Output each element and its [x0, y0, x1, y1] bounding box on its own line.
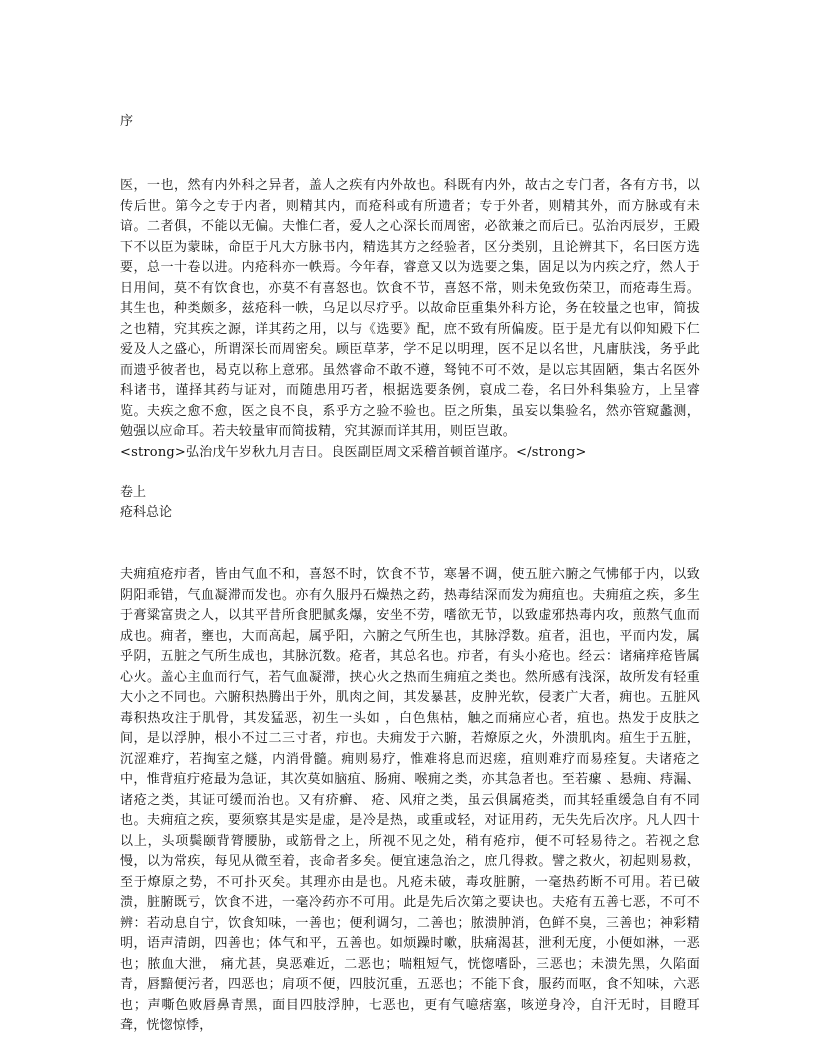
preface-title: 序: [120, 114, 134, 129]
spacer: [120, 132, 700, 176]
section-body: 夫痈疽疮疖者，皆由气血不和，喜怒不时，饮食不节，寒暑不调，使五脏六腑之气怫郁于内，以致阴阳乖错，气血凝滞而发也。亦有久服丹石燥热之药，热毒结深而发为痈疽也。夫痈疽之疾，多生于膏粱富贵之人，以其平昔所食肥腻炙爆，安坐不劳，嗜欲无节，以致虚邪热毒内攻，煎熬气血而成也。痈者，壅也，大而高起，属乎阳，六腑之气所生也，其脉浮数。疽者，沮也，平而内发，属乎阴，五脏之气所生成也，其脉沉数。疮者，其总名也。疖者，有头小疮也。经云：诸痛痒疮皆属心火。盖心主血而行气，若气血凝滞，挟心火之热而生痈疽之类也。然所感有浅深，故所发有轻重大小之不同也。六腑积热腾出于外，肌肉之间，其发暴甚，皮肿光软，侵袤广大者，痈也。五脏风毒积热攻注于肌骨，其发猛恶，初生一头如 ，白色焦枯，触之而痛应心者，疽也。热发于皮肤之间，是以浮肿，根小不过二三寸者，疖也。夫痈发于六腑，若燎原之火，外溃肌肉。疽生于五脏，沉涩难疗，若掏室之燧，内消骨髓。痈则易疗，惟难将息而迟瘥，疽则难疗而易痊复。夫诸疮之中，惟背疽疔疮最为急证，其次莫如脑疽、肠痈、喉痈之类，亦其急者也。至若瘰 、悬痈、痔漏、诸疮之类，其证可缓而治也。又有疥癣、 疮、风疳之类，虽云俱属疮类，而其轻重缓急自有不同也。夫痈疽之疾，要须察其是实是虚，是冷是热，或重或轻，对证用药，无失先后次序。凡人四十以上，头项鬓颐背膂腰胁，或筋骨之上，所视不见之处，稍有疮疖，便不可轻易待之。若视之怠慢，以为常疾，每见从微至着，丧命者多矣。便宜速急治之，庶几得救。譬之救火，初起则易救，至于燎原之势，不可扑灭矣。其理亦由是也。凡疮未破，毒攻脏腑，一毫热药断不可用。若已破溃，脏腑既亏，饮食不进，一毫冷药亦不可用。此是先后次第之要诀也。夫疮有五善七恶，不可不辨：若动息自宁，饮食知味，一善也；便利调匀，二善也；脓溃肿消，色鲜不臭，三善也；神彩精明，语声清朗，四善也；体气和平，五善也。如烦躁时嗽，肤痛渴甚，泄利无度，小便如淋，一恶也；脓血大泄， 痛尤甚，臭恶难近，二恶也；喘粗短气，恍惚嗜卧，三恶也；未溃先黑，久陷面青，唇黯便污者，四恶也；肩项不便，四肢沉重，五恶也；不能下食，服药而呕，食不知味，六恶也；声嘶色败唇鼻青黑，面目四肢浮肿，七恶也，更有气噫痞塞，咳逆身冷，自汗无时，目瞪耳聋，恍惚惊悸，: [120, 567, 700, 1033]
document-page: [120, 112, 700, 1037]
spacer: [120, 463, 700, 483]
spacer: [120, 523, 700, 565]
volume-heading: 卷上: [120, 485, 147, 500]
preface-signature: <strong>弘治戊午岁秋九月吉日。良医副臣周文采稽首顿首谨序。</strong>: [120, 444, 587, 460]
section-heading: 疮科总论: [120, 505, 173, 520]
preface-body: 医，一也，然有内外科之异者，盖人之疾有内外故也。科既有内外，故古之专门者，各有方书，以传后世。第今之专于内者，则精其内，而疮科或有所遗者；专于外者，则精其外，而方脉或有未谙。二者俱，不能以无偏。夫惟仁者，爱人之心深长而周密，必欲兼之而后已。弘治丙辰岁，王殿下不以臣为蒙昧，命臣于凡大方脉书内，精选其方之经验者，区分类别，且论辨其下，名曰医方选要，总一十卷以进。内疮科亦一帙焉。今年春，睿意又以为选要之集，固足以为内疾之疗，然人于日用间，莫不有饮食也，亦莫不有喜怒也。饮食不节，喜怒不常，则未免致伤荣卫，而疮毒生焉。其生也，种类颇多，兹疮科一帙，乌足以尽疗乎。以故命臣重集外科方论，务在较量之也审，简拔之也精，究其疾之源，详其药之用，以与《选要》配，庶不致有所偏废。臣于是尤有以仰知殿下仁爱及人之盛心，所谓深长而周密矣。顾臣草茅，学不足以明理，医不足以名世，凡庸肤浅，务乎此而遗乎彼者也，曷克以称上意邪。虽然睿命不敢不遵，驽钝不可不效，是以忘其固陋，集古名医外科诸书，谨择其药与证对，而随患用巧者，根据选要条例，裒成二卷，名曰外科集验方，上呈睿览。夫疾之愈不愈，医之良不良，系乎方之验不验也。臣之所集，虽妄以集验名，然亦管窥蠡测，勉强以应命耳。若夫较量审而简拔精，究其源而详其用，则臣岂敢。: [120, 178, 700, 439]
